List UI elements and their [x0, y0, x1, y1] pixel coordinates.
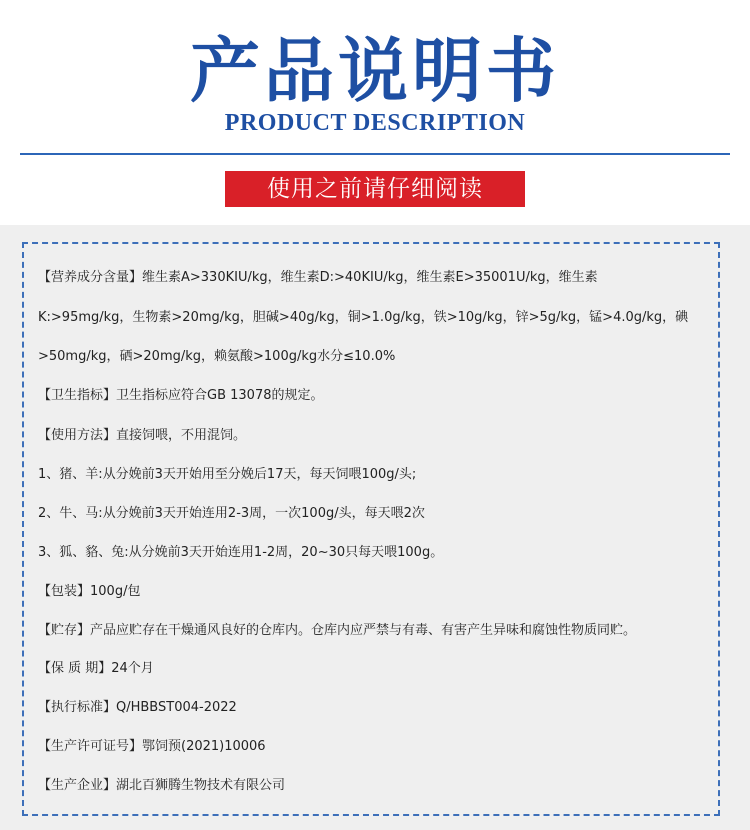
nutrition-line-3: >50mg/kg，硒>20mg/kg，赖氨酸>100g/kg水分≤10.0%: [38, 349, 396, 364]
manufacturer-line: 【生产企业】湖北百狮腾生物技术有限公司: [38, 778, 286, 793]
shelf-life-line: 【保 质 期】24个月: [38, 661, 154, 676]
storage-line: 【贮存】产品应贮存在干燥通风良好的仓库内。仓库内应严禁与有毒、有害产生异味和腐蚀性物质同贮。: [38, 623, 637, 638]
standard-line: 【执行标准】Q/HBBST004-2022: [38, 700, 237, 715]
license-line: 【生产许可证号】鄂饲预(2021)10006: [38, 739, 266, 754]
content-panel: [22, 242, 720, 816]
usage-line: 【使用方法】直接饲喂，不用混饲。: [38, 428, 247, 443]
usage-item-3: 3、狐、貉、兔:从分娩前3天开始连用1-2周，20~30只每天喂100g。: [38, 545, 444, 560]
nutrition-line-1: 【营养成分含量】维生素A>330KIU/kg，维生素D:>40KIU/kg，维生素E>35001U/kg，维生素: [38, 270, 598, 285]
usage-item-1: 1、猪、羊:从分娩前3天开始用至分娩后17天，每天饲喂100g/头;: [38, 467, 417, 482]
hygiene-line: 【卫生指标】卫生指标应符合GB 13078的规定。: [38, 388, 324, 403]
notice-banner: 使用之前请仔细阅读: [225, 171, 525, 207]
page-subtitle: PRODUCT DESCRIPTION: [224, 110, 526, 136]
divider: [20, 153, 730, 155]
package-line: 【包装】100g/包: [38, 584, 141, 599]
nutrition-line-2: K:>95mg/kg，生物素>20mg/kg，胆碱>40g/kg，铜>1.0g/kg，铁>10g/kg，锌>5g/kg，锰>4.0g/kg，碘: [38, 310, 689, 325]
header: [0, 0, 750, 225]
page-title: 产品说明书: [190, 29, 560, 112]
usage-item-2: 2、牛、马:从分娩前3天开始连用2-3周，一次100g/头，每天喂2次: [38, 506, 425, 521]
